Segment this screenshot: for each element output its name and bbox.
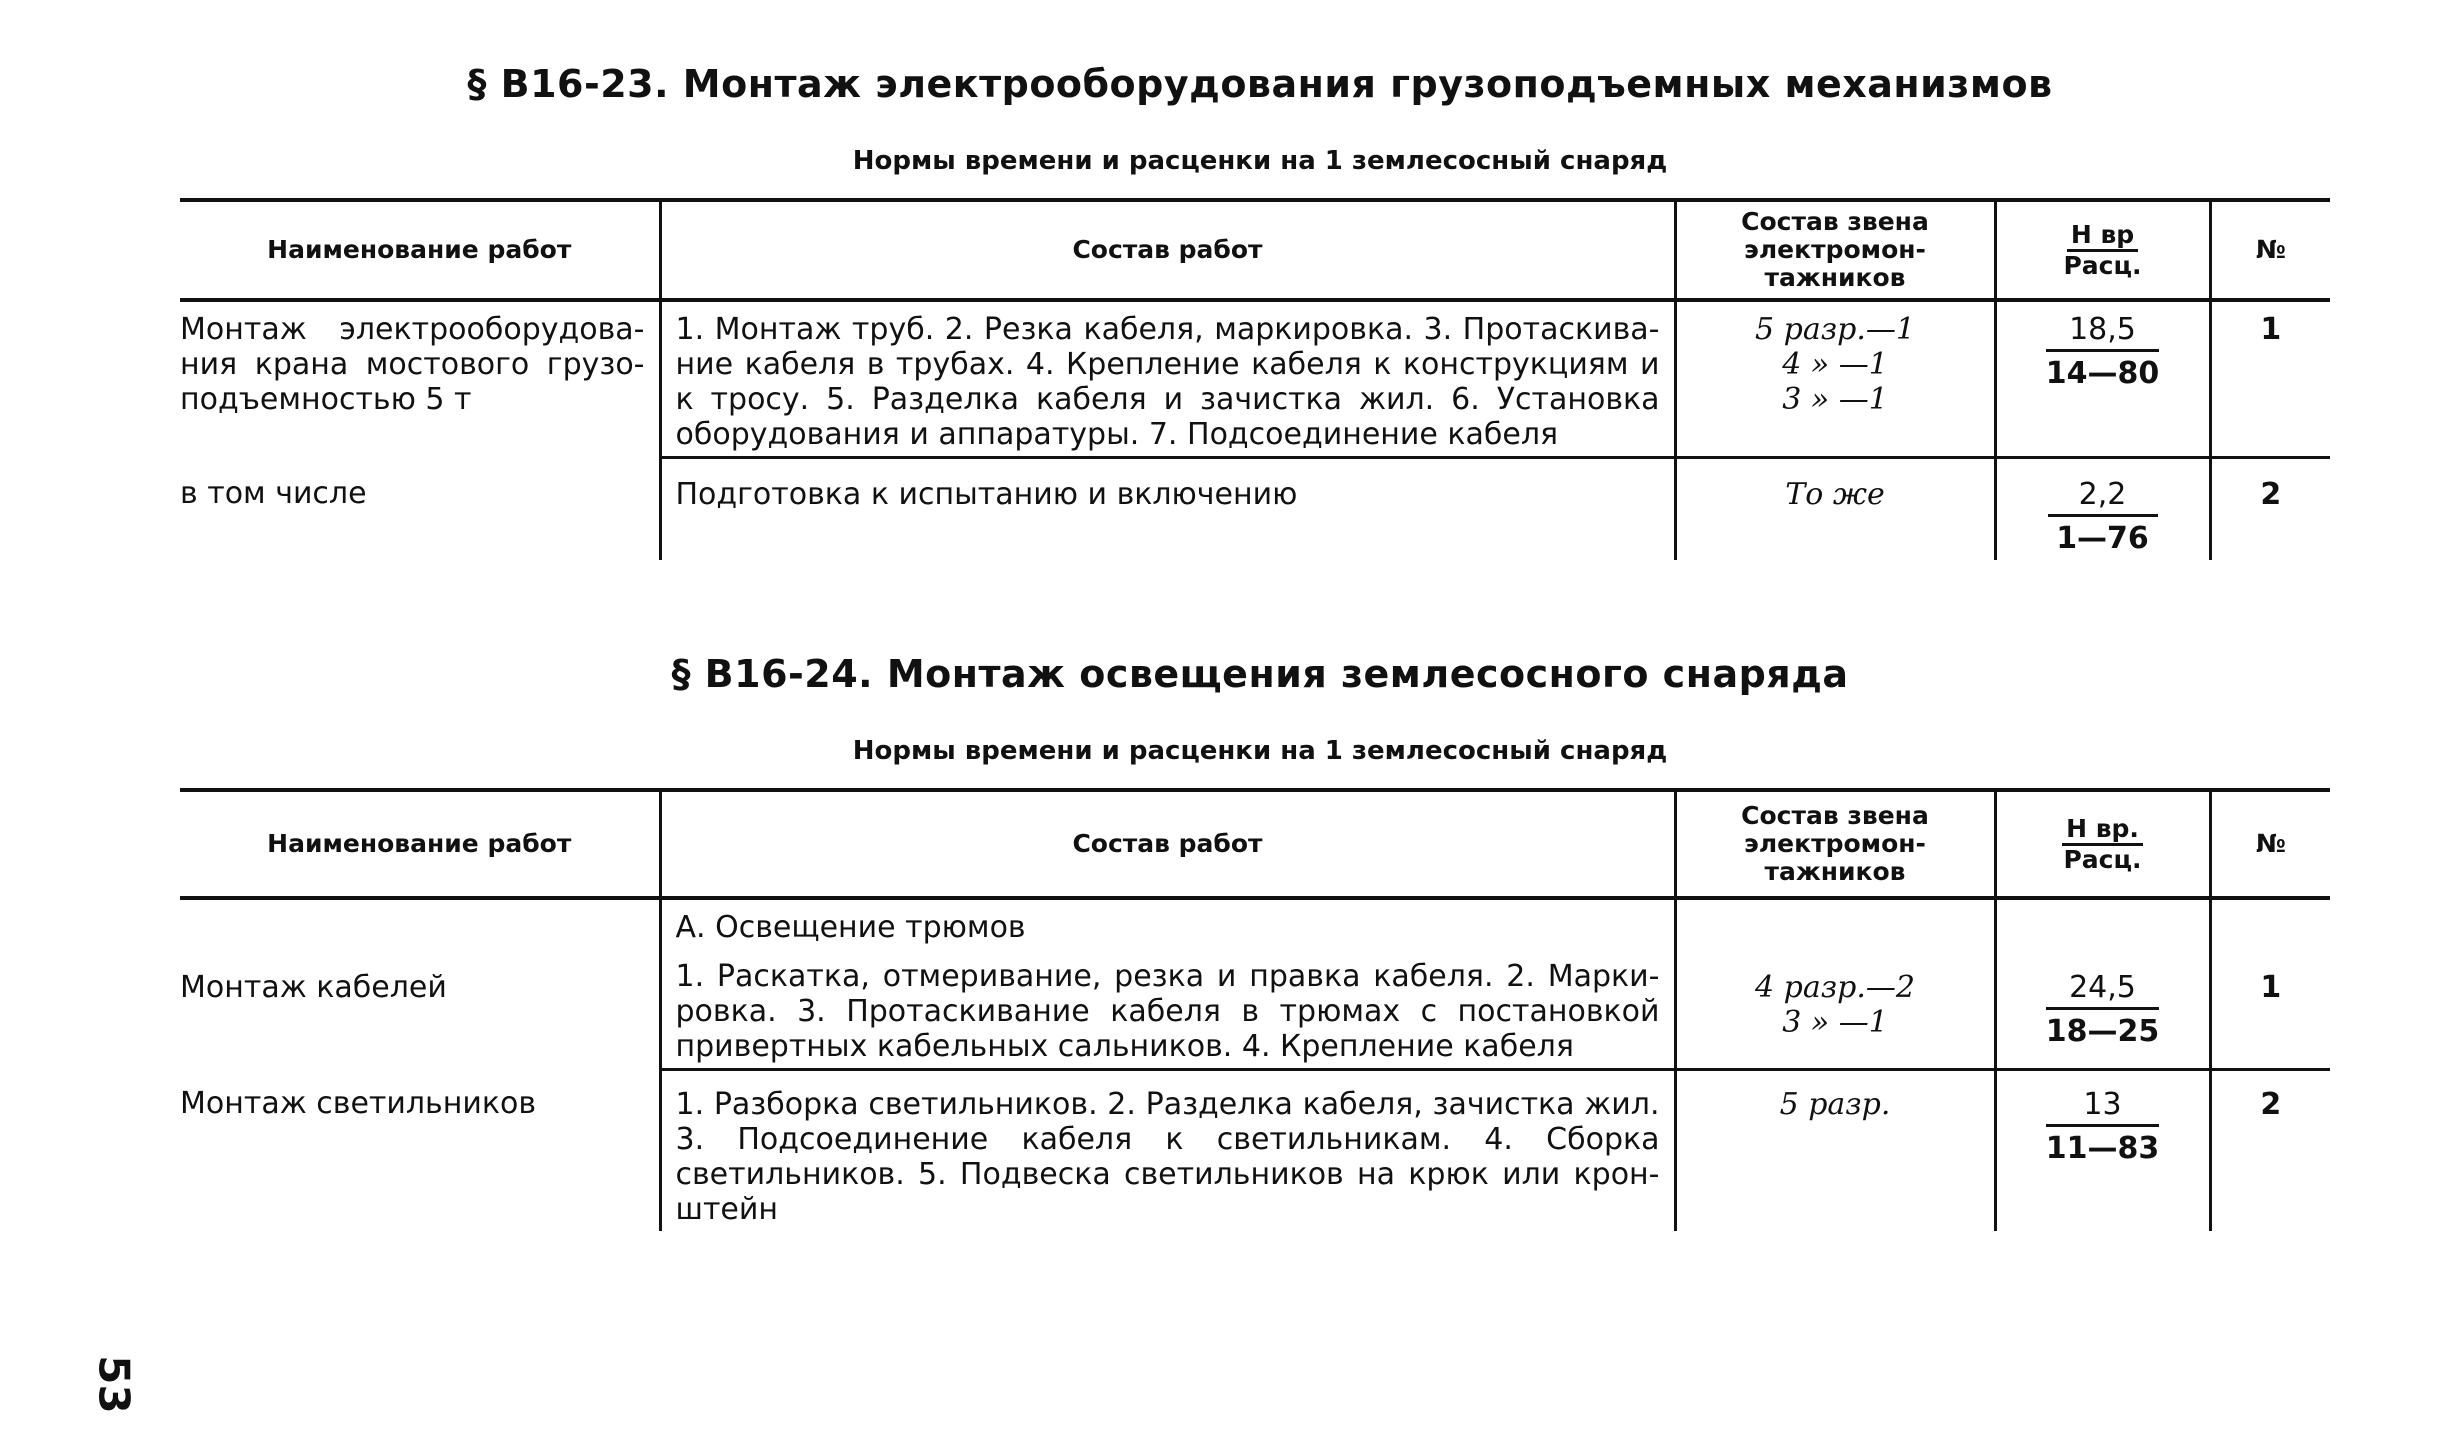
row-crew [1675,1070,1995,1232]
row-norm [1995,300,2210,458]
table-row [180,898,2330,1070]
section-2-subtitle: Нормы времени и расценки на 1 землесосный снаряд [852,736,1668,766]
crew-line: 5 разр.—1 [1755,312,1915,347]
header-no: № [2210,790,2330,898]
crew-line: 3 » —1 [1782,1005,1888,1040]
section-2-title: § В16-24. Монтаж освещения землесосного снаряда [671,652,1849,696]
header-crew: Состав звена электромонтажников [1675,790,1995,898]
header-name: Наименование работ [180,790,660,898]
subheading: А. Освещение трюмов [675,910,1026,945]
crew-line: 3 » —1 [1782,382,1888,417]
section-1-title: § В16-23. Монтаж электрооборудования грузоподъемных механизмов [467,62,2053,106]
header-norm-top: Н вр [2067,221,2138,252]
header-crew: Состав звена электромонтажников [1675,200,1995,300]
page-number: 53 [89,1355,139,1414]
row-norm [1995,458,2210,561]
row-content: 1. Монтаж труб. 2. Резка кабеля, маркировка. 3. Протаскивание кабеля в трубах. 4. Крепление кабеля к конструкциям и к тросу. 5. Разделка кабеля и зачистка жил. 6. Установка оборудования и аппаратуры. 7. Подсоединение кабеля [660,300,1675,458]
row-name: Монтаж светильников [180,1085,537,1121]
header-norm [1995,200,2210,300]
row-number: 2 [2210,1070,2330,1232]
header-norm-bottom: Расц. [2063,844,2142,874]
rate-value: 1—76 [2056,521,2149,556]
row-crew [1675,458,1995,561]
crew-line: 4 разр.—2 [1755,970,1915,1005]
table-row [180,458,2330,561]
row-name: в том числе [180,475,367,511]
header-content: Состав работ [660,790,1675,898]
row-number: 1 [2210,898,2330,1070]
row-content: Подготовка к испытанию и включению [660,458,1675,561]
rate-value: 14—80 [2045,356,2160,391]
norms-table-2 [180,788,2330,1231]
row-number: 2 [2210,458,2330,561]
rate-value: 18—25 [2045,1014,2160,1049]
row-crew [1675,898,1995,1070]
header-norm [1995,790,2210,898]
table-row [180,300,2330,458]
norm-value: 18,5 [2046,312,2160,352]
header-norm-bottom: Расц. [2063,250,2142,280]
header-name: Наименование работ [180,200,660,300]
row-norm [1995,1070,2210,1232]
norm-value: 2,2 [2048,477,2158,517]
norm-value: 13 [2046,1087,2160,1127]
norms-table-1 [180,198,2330,560]
row-number: 1 [2210,300,2330,458]
crew-line: 5 разр. [1779,1087,1891,1122]
table-row [180,1070,2330,1232]
rate-value: 11—83 [2045,1131,2160,1166]
section-1-subtitle: Нормы времени и расценки на 1 землесосный снаряд [852,146,1668,176]
norm-value: 24,5 [2046,970,2160,1010]
header-no: № [2210,200,2330,300]
row-name: Монтаж кабелей [180,970,447,1005]
row-content-text: 1. Раскатка, отмеривание, резка и правка кабеля. 2. Маркировка. 3. Протаскивание кабеля в трюмах с постановкой привертных кабельных сальников. 4. Крепление кабеля [675,959,1660,1064]
row-name: Монтаж электрооборудования крана мостового грузоподъемностью 5 т [180,312,645,417]
crew-line: 4 » —1 [1782,347,1888,382]
row-content [660,898,1675,1070]
header-norm-top: Н вр. [2062,815,2143,846]
row-crew [1675,300,1995,458]
header-content: Состав работ [660,200,1675,300]
row-norm [1995,898,2210,1070]
row-content: 1. Разборка светильников. 2. Разделка кабеля, зачистка жил. 3. Подсоединение кабеля к светильникам. 4. Сборка светильников. 5. Подвеска светильников на крюк или кронштейн [660,1070,1675,1232]
crew-line: То же [1785,477,1885,512]
